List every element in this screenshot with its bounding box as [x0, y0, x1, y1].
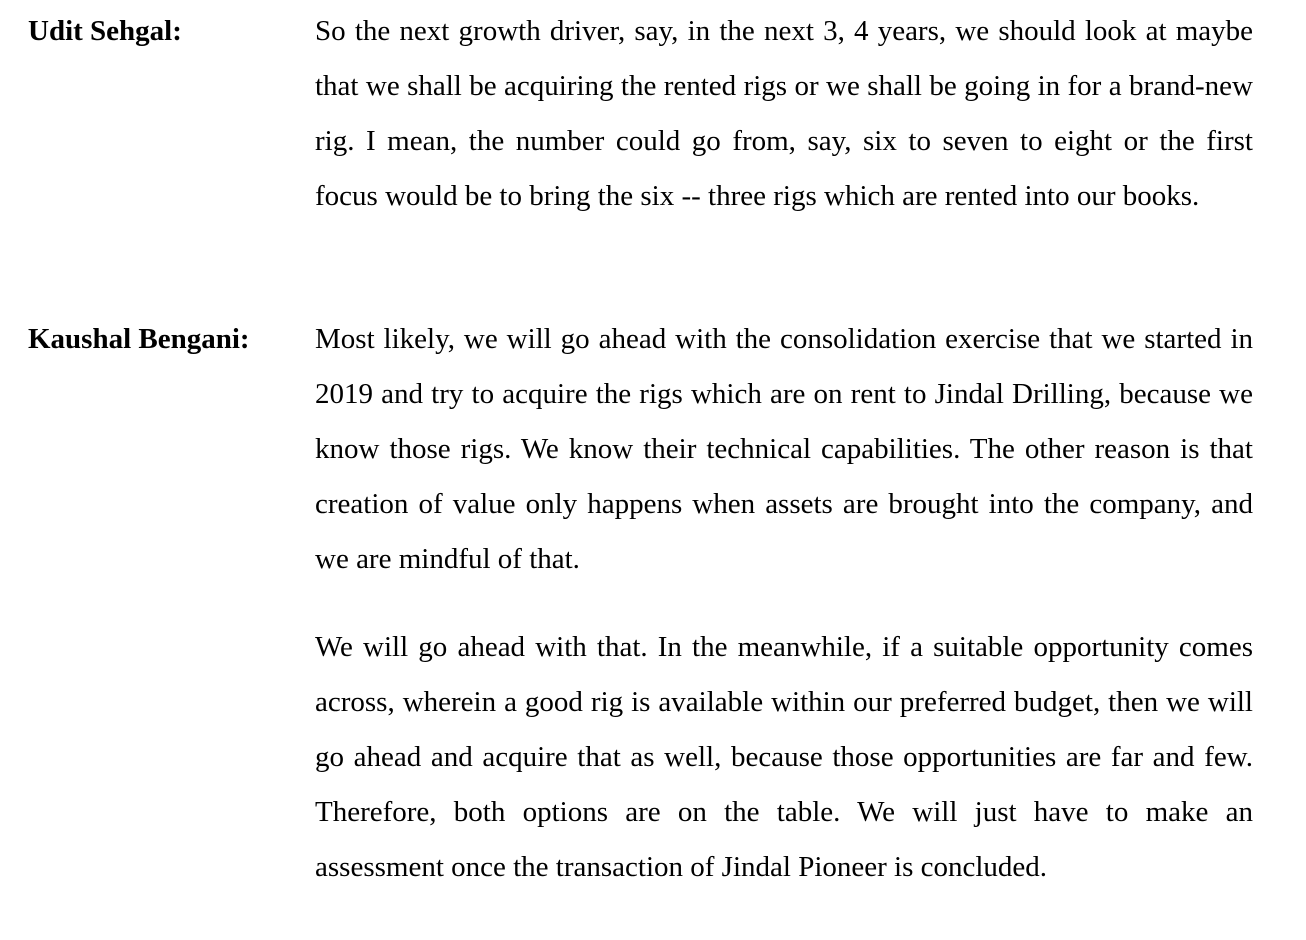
- speaker-name: Udit Sehgal:: [28, 15, 182, 47]
- speech-paragraph: So the next growth driver, say, in the next 3, 4 years, we should look at maybe that we shall be acquiring the rented rigs or we shall be going in for a brand-new rig. I mean, the number could go from, say, six to seven to eight or the first focus would be to bring the six -- three rigs which are rented into our books.: [315, 15, 1253, 212]
- speech-paragraph: We will go ahead with that. In the meanwhile, if a suitable opportunity comes across, wherein a good rig is available within our preferred budget, then we will go ahead and acquire that as well, because those opportunities are far and few. Therefore, both options are on the table. We will just have to make an assessment once the transaction of Jindal Pioneer is concluded.: [315, 631, 1253, 883]
- speaker-name: Kaushal Bengani:: [28, 323, 250, 355]
- speech-paragraph: Most likely, we will go ahead with the consolidation exercise that we started in 2019 and try to acquire the rigs which are on rent to Jindal Drilling, because we know those rigs. We know their technical capabilities. The other reason is that creation of value only happens when assets are brought into the company, and we are mindful of that.: [315, 323, 1253, 575]
